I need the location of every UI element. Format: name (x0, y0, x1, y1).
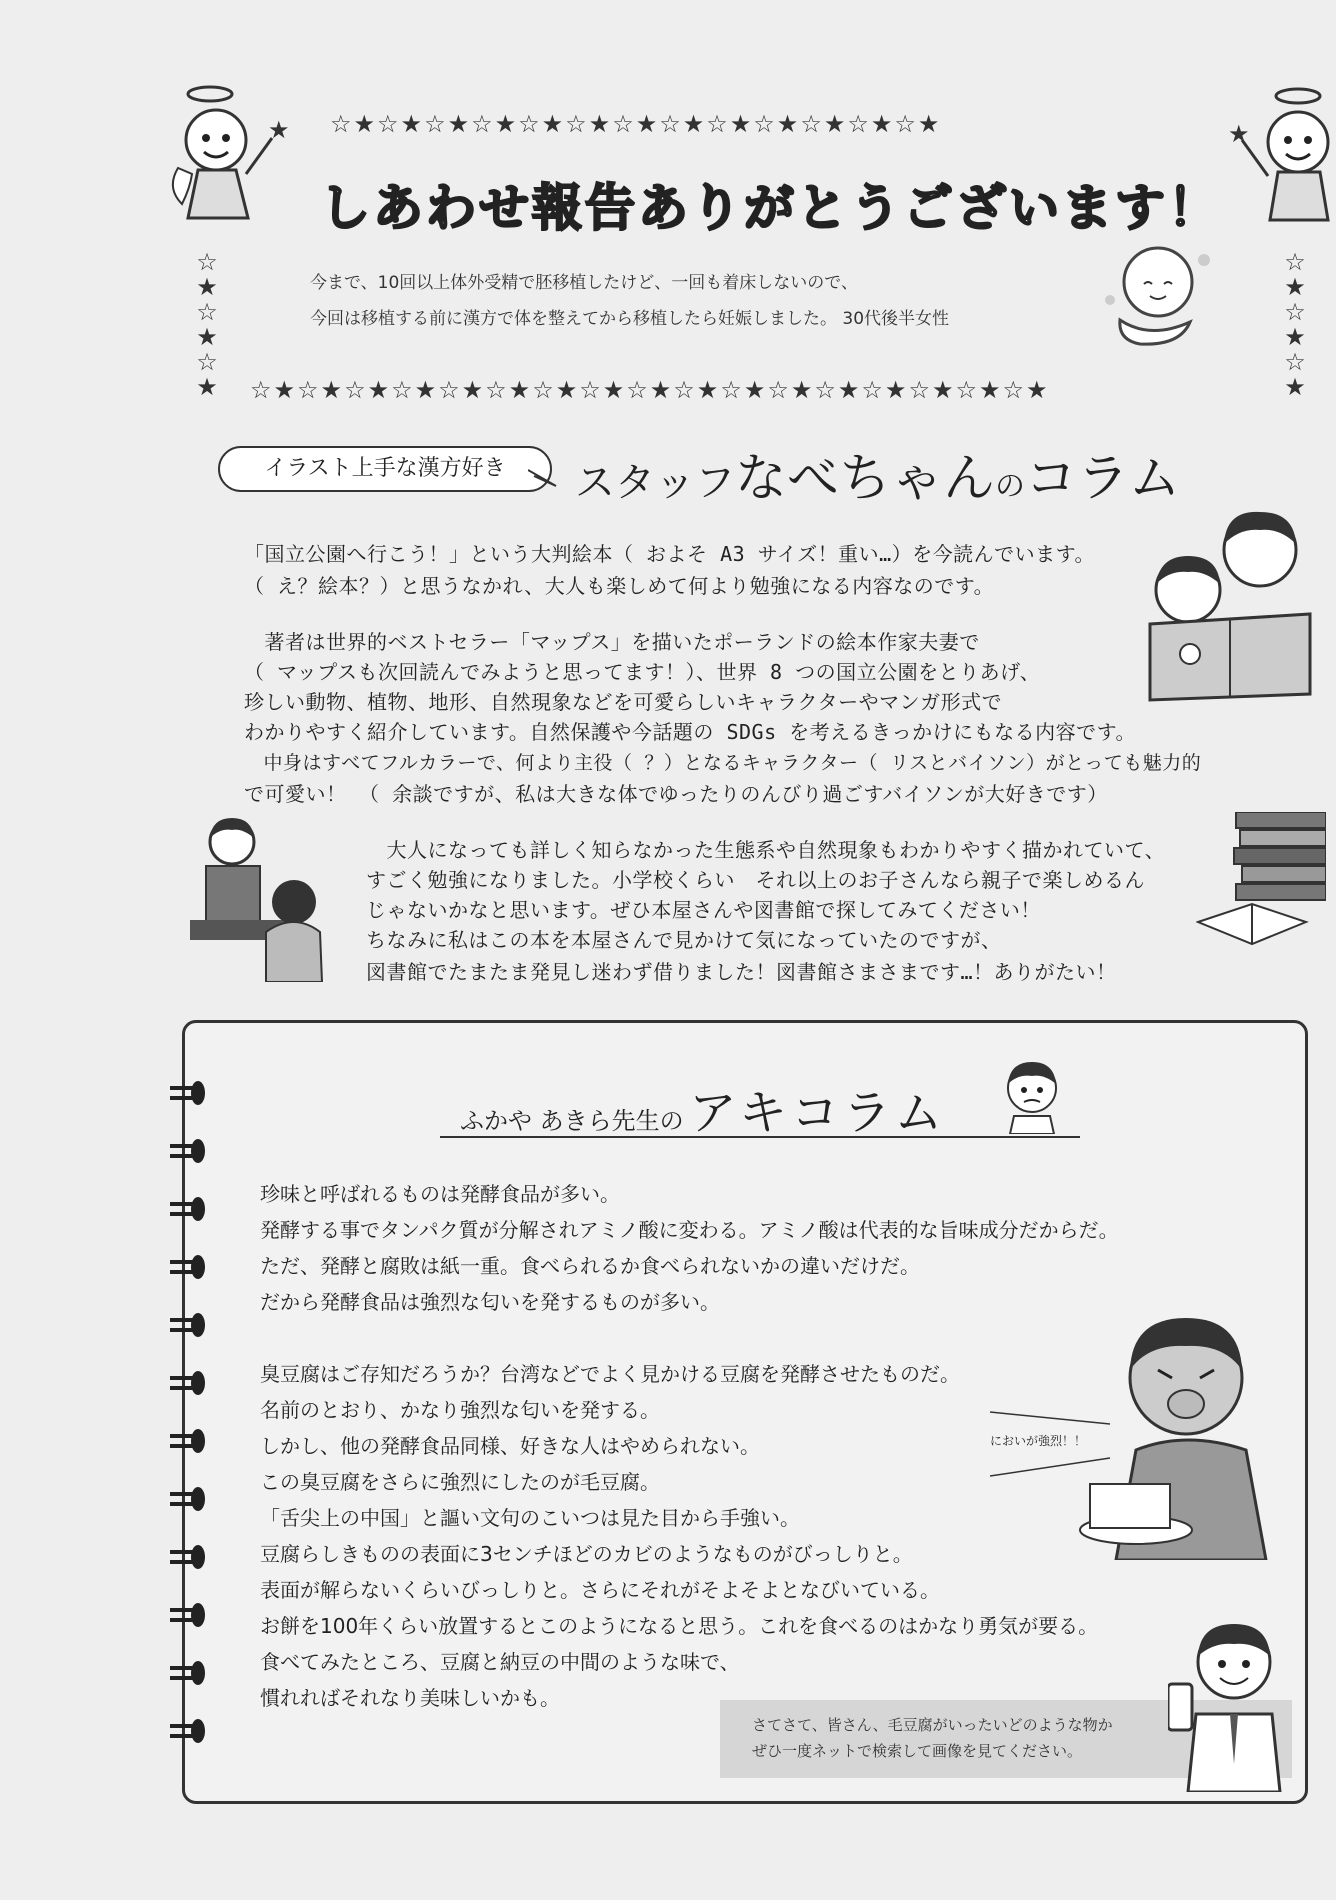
staff-title-part: なべちゃん (735, 449, 996, 509)
aki-title-big: アキコラム (688, 1085, 947, 1141)
aki-title-underline (440, 1136, 1080, 1138)
staff-text-line: 珍しい動物、植物、地形、自然現象などを可愛らしいキャラクターやマンガ形式で (244, 690, 1003, 714)
notebook-ring-icon (170, 1598, 210, 1632)
notebook-ring-icon (170, 1076, 210, 1110)
staff-title-part: コラム (1025, 449, 1181, 509)
speech-bubble-text: においが強烈！！ (990, 1434, 1087, 1448)
doctor-smartphone-icon (1168, 1614, 1298, 1792)
staff-text-line: わかりやすく紹介しています。自然保護や今話題の SDGs を考えるきっかけにもなる内容です。 (244, 720, 1137, 744)
library-counter-icon (190, 812, 340, 982)
staff-text-line: 著者は世界的ベストセラー「マップス」を描いたポーランドの絵本作家夫妻で (244, 630, 980, 654)
parent-child-reading-icon (1140, 504, 1320, 704)
aki-text-line: ただ、発酵と腐敗は紙一重。食べられるか食べられないかの違いだけだ。 (260, 1254, 920, 1278)
note-text-line: ぜひ一度ネットで検索して画像を見てください。 (752, 1742, 1083, 1760)
star-border-right: ☆ ★ ☆ ★ ☆ ★ (1284, 248, 1306, 401)
report-text-line: 今まで、10回以上体外受精で胚移植したけど、一回も着床しないので、 (310, 273, 858, 293)
aki-text-line: 慣れればそれなり美味しいかも。 (260, 1686, 560, 1710)
staff-title-part: スタッフ (575, 460, 735, 506)
staff-text-line: じゃないかなと思います。ぜひ本屋さんや図書館で探してみてください！ (366, 898, 1041, 922)
staff-text-line: 図書館でたまたま発見し迷わず借りました！図書館さまさまです…！ありがたい！ (366, 960, 1117, 984)
staff-text-line: （ え？絵本？）と思うなかれ、大人も楽しめて何より勉強になる内容なのです。 (244, 574, 995, 598)
aki-text-line: 名前のとおり、かなり強烈な匂いを発する。 (260, 1398, 660, 1422)
aki-text-line: 発酵する事でタンパク質が分解されアミノ酸に変わる。アミノ酸は代表的な旨味成分だからだ。 (260, 1218, 1119, 1242)
speech-tail-icon (528, 468, 558, 488)
notebook-ring-icon (170, 1656, 210, 1690)
notebook-ring-icon (170, 1540, 210, 1574)
star-border-bottom: ☆★☆★☆★☆★☆★☆★☆★☆★☆★☆★☆★☆★☆★☆★☆★☆★☆★ (250, 376, 1050, 404)
doctor-head-icon (1000, 1054, 1064, 1134)
star-border-left: ☆ ★ ☆ ★ ☆ ★ (196, 248, 218, 401)
staff-title-part: の (995, 469, 1026, 504)
staff-text-line: 中身はすべてフルカラーで、何より主役（ ？）となるキャラクター（ リスとバイソン）がとっても魅力的 (244, 752, 1202, 774)
aki-text-line: 「舌尖上の中国」と謳い文句のこいつは見た目から手強い。 (260, 1506, 800, 1530)
staff-text-line: で可愛い！ （ 余談ですが、私は大きな体でゆったりのんびり過ごすバイソンが大好きです） (244, 782, 1108, 806)
aki-text-line: だから発酵食品は強烈な匂いを発するものが多い。 (260, 1290, 720, 1314)
aki-column-title (460, 1074, 946, 1143)
aki-text-line: お餅を100年くらい放置するとこのようになると思う。これを食べるのはかなり勇気が要る。 (260, 1614, 1099, 1638)
report-text-line: 今回は移植する前に漢方で体を整えてから移植したら妊娠しました。 30代後半女性 (310, 309, 950, 329)
aki-text-line: この臭豆腐をさらに強烈にしたのが毛豆腐。 (260, 1470, 660, 1494)
aki-title-small: ふかや あきら先生の (460, 1107, 684, 1135)
aki-text-line: 臭豆腐はご存知だろうか？台湾などでよく見かける豆腐を発酵させたものだ。 (260, 1362, 960, 1386)
note-text-line: さてさて、皆さん、毛豆腐がいったいどのような物か (752, 1716, 1113, 1734)
notebook-ring-icon (170, 1250, 210, 1284)
staff-text-line: すごく勉強になりました。小学校くらい それ以上のお子さんなら親子で楽しめるん (366, 868, 1145, 892)
aki-text-line: しかし、他の発酵食品同様、好きな人はやめられない。 (260, 1434, 760, 1458)
svg-text:★: ★ (268, 116, 290, 144)
notebook-ring-icon (170, 1714, 210, 1748)
staff-tag-label: イラスト上手な漢方好き (218, 446, 552, 492)
svg-text:★: ★ (1228, 120, 1250, 148)
staff-text-line: （ マップスも次回読んでみようと思ってます！）、世界 8 つの国立公園をとりあげ、 (244, 660, 1041, 684)
staff-column-title (575, 436, 1181, 511)
aki-text-line: 豆腐らしきものの表面に3センチほどのカビのようなものがびっしりと。 (260, 1542, 913, 1566)
notebook-ring-icon (170, 1424, 210, 1458)
staff-text-line: 「国立公園へ行こう！」という大判絵本（ およそ A3 サイズ！重い…）を今読んでいます。 (244, 542, 1096, 566)
notebook-ring-icon (170, 1192, 210, 1226)
aki-text-line: 珍味と呼ばれるものは発酵食品が多い。 (260, 1182, 620, 1206)
aki-text-line: 食べてみたところ、豆腐と納豆の中間のような味で、 (260, 1650, 740, 1674)
angel-right-icon (1228, 80, 1336, 230)
baby-icon (1100, 240, 1220, 350)
notebook-ring-icon (170, 1134, 210, 1168)
star-border-top: ☆★☆★☆★☆★☆★☆★☆★☆★☆★☆★☆★☆★☆★ (330, 110, 942, 138)
aki-text-line: 表面が解らないくらいびっしりと。さらにそれがそよそよとなびいている。 (260, 1578, 940, 1602)
notebook-ring-icon (170, 1482, 210, 1516)
speech-lines-icon (990, 1410, 1120, 1480)
notebook-ring-icon (170, 1308, 210, 1342)
staff-text-line: ちなみに私はこの本を本屋さんで見かけて気になっていたのですが、 (366, 928, 1002, 952)
notebook-ring-icon (170, 1366, 210, 1400)
report-title: しあわせ報告ありがとうございます！ (320, 179, 1221, 237)
staff-text-line: 大人になっても詳しく知らなかった生態系や自然現象もわかりやすく描かれていて、 (366, 838, 1166, 862)
books-icon (1196, 812, 1326, 952)
angel-left-icon (168, 78, 298, 228)
